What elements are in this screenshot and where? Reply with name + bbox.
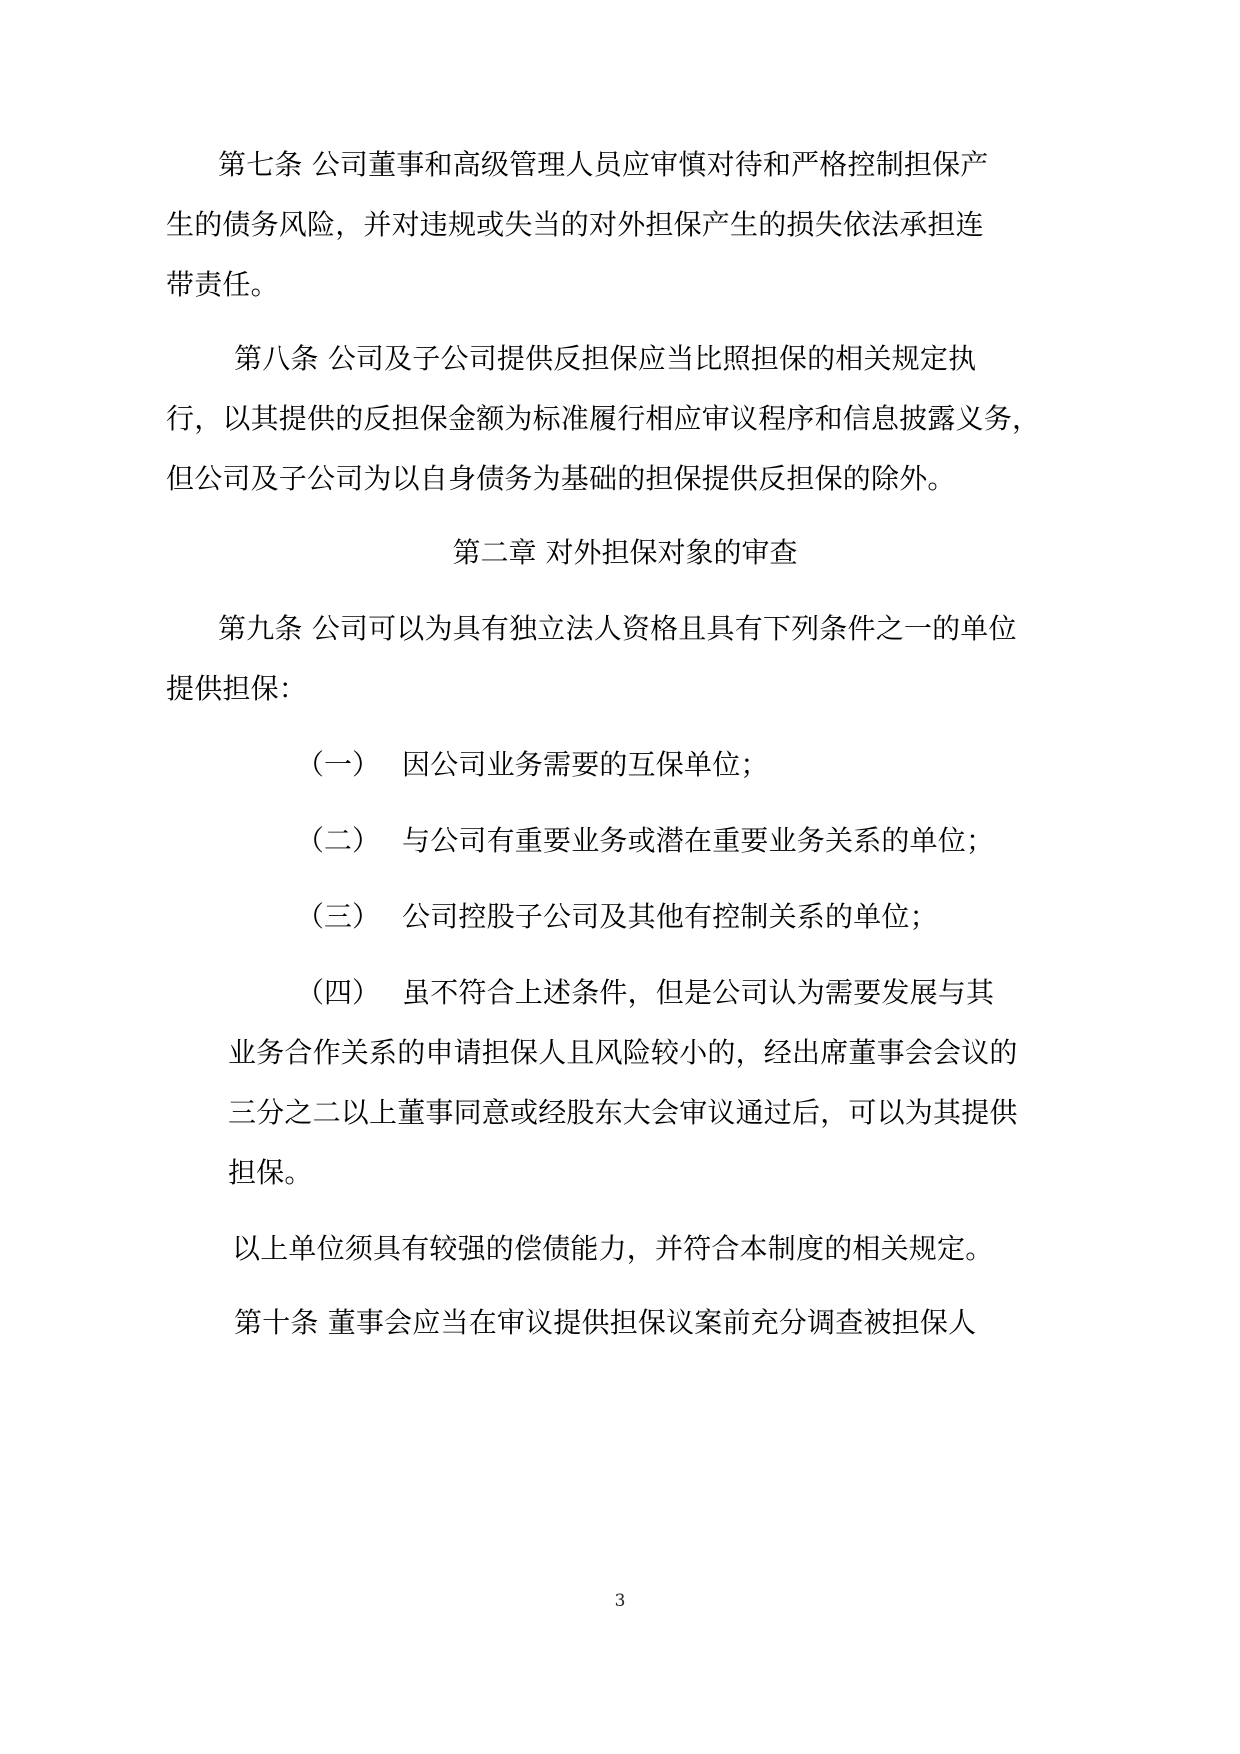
article-7-line-1: 第七条 公司董事和高级管理人员应审慎对待和严格控制担保产 [218,148,989,181]
article-8-line-2: 行，以其提供的反担保金额为标准履行相应审议程序和信息披露义务， [166,402,1041,435]
article-9-line-2: 提供担保： [166,672,308,705]
chapter-heading: 第二章 对外担保对象的审查 [452,536,798,569]
article-7-line-3: 带责任。 [166,268,279,301]
article-7-line-2: 生的债务风险，并对违规或失当的对外担保产生的损失依法承担连 [166,208,984,241]
list-item-text-1: 因公司业务需要的互保单位； [402,748,769,781]
list-item-text-4-line-1: 虽不符合上述条件，但是公司认为需要发展与其 [402,976,995,1009]
article-9-line-1: 第九条 公司可以为具有独立法人资格且具有下列条件之一的单位 [218,612,1017,645]
article-8-line-1: 第八条 公司及子公司提供反担保应当比照担保的相关规定执 [234,342,977,375]
list-item-text-3: 公司控股子公司及其他有控制关系的单位； [402,900,938,933]
list-item-number-3: （三） [296,900,381,933]
list-item-text-2: 与公司有重要业务或潜在重要业务关系的单位； [402,824,995,857]
article-8-line-3: 但公司及子公司为以自身债务为基础的担保提供反担保的除外。 [166,462,956,495]
page-number: 3 [614,1591,626,1611]
list-item-text-4-line-3: 三分之二以上董事同意或经股东大会审议通过后，可以为其提供 [228,1096,1018,1129]
list-item-text-4-line-2: 业务合作关系的申请担保人且风险较小的，经出席董事会会议的 [228,1036,1018,1069]
list-item-number-2: （二） [296,824,381,857]
list-item-text-4-line-4: 担保。 [228,1156,313,1189]
article-10-line-1: 第十条 董事会应当在审议提供担保议案前充分调查被担保人 [234,1306,977,1339]
list-item-number-1: （一） [296,748,381,781]
list-item-number-4: （四） [296,976,381,1009]
article-9-closing: 以上单位须具有较强的偿债能力，并符合本制度的相关规定。 [232,1232,994,1265]
